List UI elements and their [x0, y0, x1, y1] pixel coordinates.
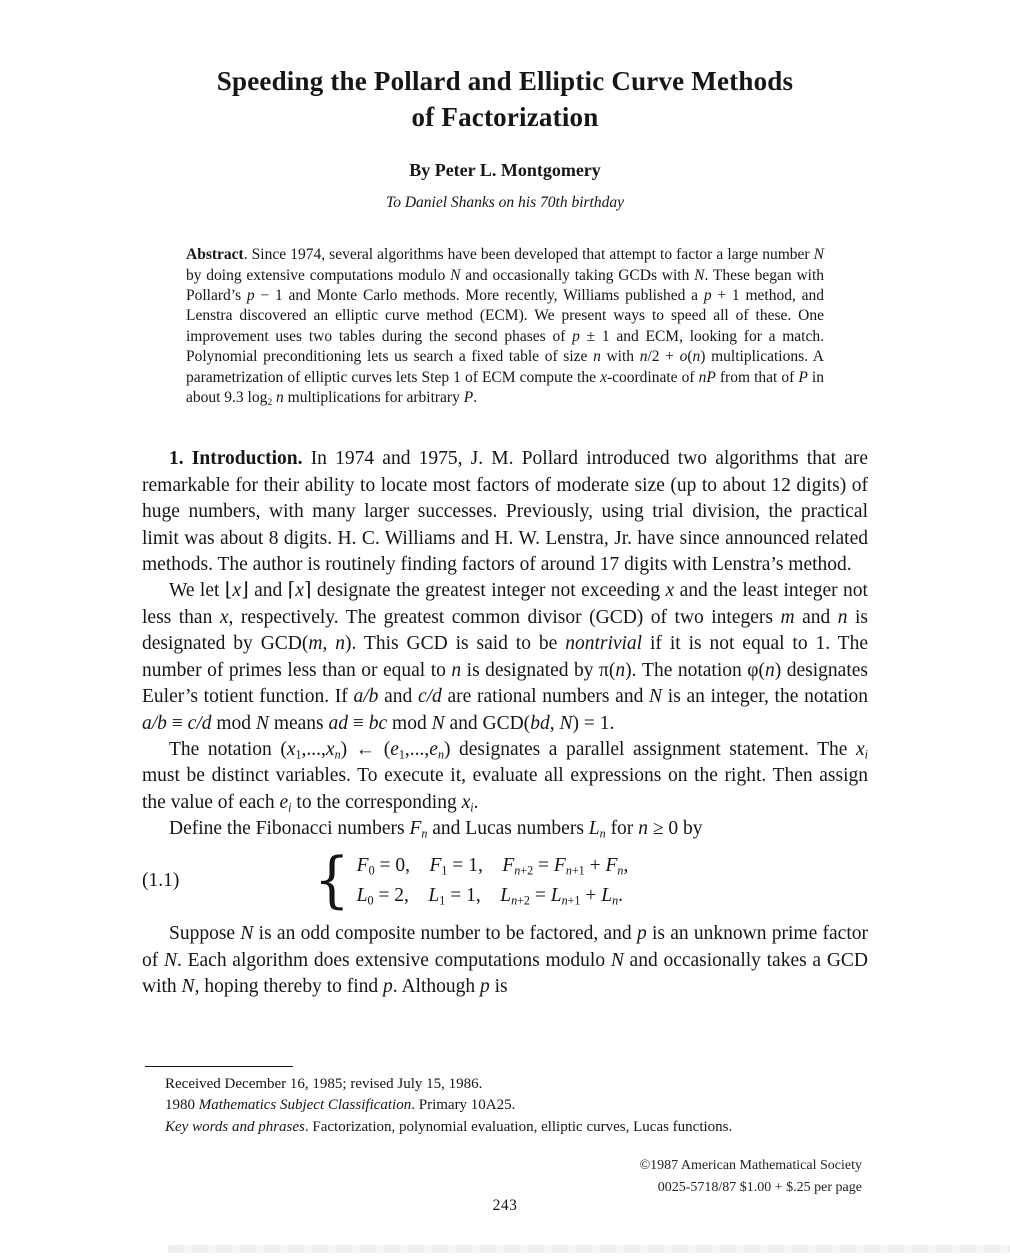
paragraph: We let ⌊x⌋ and ⌈x⌉ designate the greatest integer not exceeding x and the least integer not less than x, respectively. The greatest common divisor (GCD) of two integers m and n is designated by GCD(m, n). This GCD is said to be nontrivial if it is not equal to 1. The number of primes less than or equal to n is designated by π(n). The notation φ(n) designates Euler’s totient function. If a/b and c/d are rational numbers and N is an integer, the notation a/b ≡ c/d mod N means ad ≡ bc mod N and GCD(bd, N) = 1. — [142, 580, 869, 734]
equation-number: (1.1) — [142, 869, 180, 891]
dedication-line: To Daniel Shanks on his 70th birthday — [386, 194, 624, 212]
author-byline: By Peter L. Montgomery — [409, 160, 601, 181]
bottom-scan-artifact — [168, 1245, 1010, 1253]
page-number: 243 — [492, 1197, 518, 1214]
body-paragraphs-after-equation — [142, 921, 868, 1000]
paragraph: Define the Fibonacci numbers Fn and Lucas numbers Ln for n ≥ 0 by — [169, 818, 703, 841]
article-body — [142, 446, 868, 1000]
paragraph: The notation (x1,...,xn) ← (e1,...,en) designates a parallel assignment statement. The xi must be distinct variables. To execute it, evaluate all expressions on the right. Then assign the value of each ei to the corresponding xi. — [142, 739, 868, 815]
equation-line-lucas: L0 = 2, L1 = 1, Ln+2 = Ln+1 + Ln. — [356, 884, 624, 908]
paragraph: Key words and phrases. Factorization, polynomial evaluation, elliptic curves, Lucas functions. — [165, 1118, 733, 1135]
paragraph: Suppose N is an odd composite number to be factored, and p is an unknown prime factor of N. Each algorithm does extensive computations modulo N and occasionally takes a GCD with N, hoping thereby to find p. Although p is — [142, 923, 868, 997]
copyright-block — [639, 1155, 862, 1200]
abstract-paragraph: Abstract. Since 1974, several algorithms have been developed that attempt to factor a large number N by doing extensive computations modulo N and occasionally taking GCDs with N. These began with Pollard’s p − 1 and Monte Carlo methods. More recently, Williams published a p + 1 method, and Lenstra discovered an elliptic curve method (ECM). We present ways to speed all of these. One improvement uses two tables during the second phases of p ± 1 and ECM, looking for a match. Polynomial preconditioning lets us search a fixed table of size n with n/2 + o(n) multiplications. A parametrization of elliptic curves lets Step 1 of ECM compute the x-coordinate of nP from that of P in about 9.3 log2 n multiplications for arbitrary P. — [186, 246, 824, 408]
equation-1-1 — [142, 845, 868, 916]
equation-left-brace: { — [314, 845, 350, 916]
article-title-line-1: Speeding the Pollard and Elliptic Curve Methods — [216, 66, 794, 96]
equation-lines — [357, 851, 629, 911]
paragraph: 1980 Mathematics Subject Classification. Primary 10A25. — [165, 1097, 516, 1114]
pricing-line: 0025-5718/87 $1.00 + $.25 per page — [657, 1180, 862, 1196]
body-paragraphs-before-equation — [142, 446, 868, 842]
paragraph: 1. Introduction. In 1974 and 1975, J. M. Pollard introduced two algorithms that are remarkable for their ability to locate most factors of moderate size (up to about 12 digits) of huge numbers, with many larger successes. Previously, using trial division, the practical limit was about 8 digits. H. C. Williams and H. W. Lenstra, Jr. have since announced related methods. The author is routinely finding factors of around 17 digits with Lenstra’s method. — [142, 448, 868, 576]
copyright-line: ©1987 American Mathematical Society — [639, 1158, 862, 1173]
article-title — [0, 64, 1010, 135]
article-header — [0, 0, 1010, 212]
article-title-line-2: of Factorization — [411, 101, 599, 132]
footnote-block — [145, 1074, 881, 1138]
footnote-separator-rule — [145, 1066, 293, 1067]
equation-line-fibonacci: F0 = 0, F1 = 1, Fn+2 = Fn+1 + Fn, — [356, 854, 629, 878]
paragraph: Received December 16, 1985; revised July 15, 1986. — [165, 1076, 483, 1092]
